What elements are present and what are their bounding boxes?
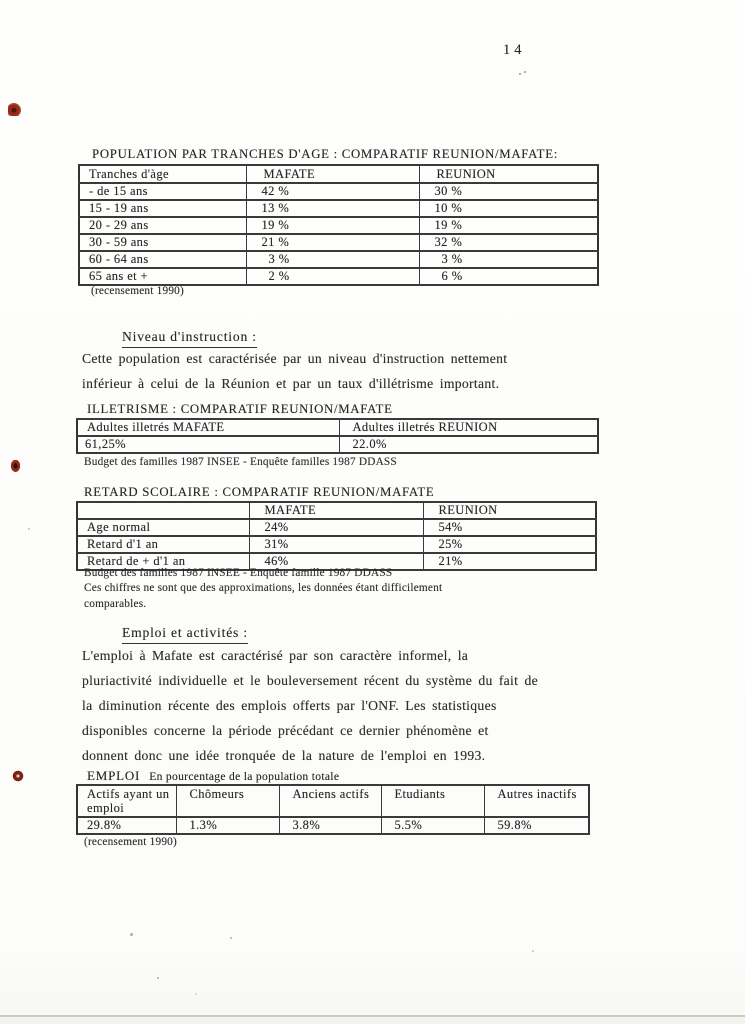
paragraph-line: donnent donc une idée tronquée de la nature de l'emploi en 1993. <box>82 748 486 763</box>
column-header: Anciens actifs <box>279 785 381 817</box>
value-cell: 54% <box>423 519 596 536</box>
value-cell: 3.8% <box>279 817 381 834</box>
row-label: 20 - 29 ans <box>79 217 246 234</box>
paragraph-instruction <box>82 351 507 401</box>
section-heading-instruction: Niveau d'instruction : <box>122 329 257 348</box>
population-table-title: POPULATION PAR TRANCHES D'AGE : COMPARATIF REUNION/MAFATE: <box>92 147 558 161</box>
population-table <box>78 164 599 286</box>
value-cell: 46% <box>249 553 423 570</box>
value-cell: 19 % <box>246 217 419 234</box>
table-row <box>79 183 598 200</box>
table-row <box>77 817 589 834</box>
value-cell: 29.8% <box>77 817 176 834</box>
table-header-row <box>77 502 596 519</box>
section-heading-emploi: Emploi et activités : <box>122 625 248 644</box>
row-label: 65 ans et + <box>79 268 246 285</box>
note-line: Ces chiffres ne sont que des approximations, les données étant difficilement <box>84 582 443 594</box>
row-label: Age normal <box>77 519 249 536</box>
paragraph-emploi <box>82 648 538 773</box>
note-line: comparables. <box>84 597 147 610</box>
scan-speck <box>230 937 232 939</box>
scan-mark <box>519 73 527 76</box>
page-bottom-margin <box>0 1017 745 1024</box>
column-header: Adultes illetrés MAFATE <box>77 419 339 436</box>
table-row <box>79 200 598 217</box>
row-label: 15 - 19 ans <box>79 200 246 217</box>
retard-table-title: RETARD SCOLAIRE : COMPARATIF REUNION/MAFATE <box>84 485 434 502</box>
table-row <box>77 536 596 553</box>
scan-speck <box>195 993 197 995</box>
page-number: 14 <box>503 42 526 58</box>
value-cell: 59.8% <box>484 817 589 834</box>
red-ink-dot <box>12 770 24 782</box>
emploi-title-sub: En pourcentage de la population totale <box>149 770 340 783</box>
paragraph-line: la diminution récente des emplois offerts par l'ONF. Les statistiques <box>82 698 497 713</box>
value-cell: 10 % <box>419 200 598 217</box>
value-cell: 21% <box>423 553 596 570</box>
value-cell: 42 % <box>246 183 419 200</box>
paragraph-line: L'emploi à Mafate est caractérisé par son caractère informel, la <box>82 648 469 663</box>
scan-speck <box>28 528 30 530</box>
table-header-row <box>79 165 598 183</box>
column-header: Actifs ayant un emploi <box>77 785 176 817</box>
column-header: Adultes illetrés REUNION <box>339 419 598 436</box>
paragraph-line: Cette population est caractérisée par un niveau d'instruction nettement <box>82 351 508 366</box>
value-cell: 1.3% <box>176 817 279 834</box>
table-row <box>77 436 598 453</box>
table-header-row <box>77 419 598 436</box>
table-header-row <box>77 785 589 817</box>
illetrisme-table <box>76 418 599 454</box>
value-cell: 24% <box>249 519 423 536</box>
value-cell: 2 % <box>246 268 419 285</box>
illetrisme-table-title: ILLETRISME : COMPARATIF REUNION/MAFATE <box>87 402 393 419</box>
table-row <box>79 251 598 268</box>
emploi-table <box>76 784 590 835</box>
column-header: Etudiants <box>381 785 484 817</box>
red-ink-dot <box>10 460 21 473</box>
value-cell: 6 % <box>419 268 598 285</box>
column-header: REUNION <box>423 502 596 519</box>
table-footnote: Budget des familles 1987 INSEE - Enquête famille 1987 DDASS <box>84 567 393 579</box>
row-label: 30 - 59 ans <box>79 234 246 251</box>
column-header: MAFATE <box>249 502 423 519</box>
scan-speck <box>532 950 534 952</box>
table-row <box>79 234 598 251</box>
row-label: Retard de + d'1 an <box>77 553 249 570</box>
paragraph-line: disponibles concerne la période précédant ce dernier phénomène et <box>82 723 489 738</box>
value-cell: 32 % <box>419 234 598 251</box>
table-row <box>77 519 596 536</box>
table-row <box>79 217 598 234</box>
value-cell: 61,25% <box>77 436 339 453</box>
table-footnote: (recensement 1990) <box>84 836 177 848</box>
column-header: MAFATE <box>246 165 419 183</box>
value-cell: 5.5% <box>381 817 484 834</box>
paragraph-line: inférieur à celui de la Réunion et par un taux d'illétrisme important. <box>82 376 500 391</box>
row-label: 60 - 64 ans <box>79 251 246 268</box>
column-header: Tranches d'àge <box>79 165 246 183</box>
table-footnote: Budget des familles 1987 INSEE - Enquête familles 1987 DDASS <box>84 456 397 468</box>
table-row <box>79 268 598 285</box>
table-note <box>84 581 442 612</box>
value-cell: 25% <box>423 536 596 553</box>
column-header: Autres inactifs <box>484 785 589 817</box>
column-header: Chômeurs <box>176 785 279 817</box>
column-header <box>77 502 249 519</box>
retard-table <box>76 501 597 571</box>
row-label: - de 15 ans <box>79 183 246 200</box>
value-cell: 3 % <box>419 251 598 268</box>
value-cell: 19 % <box>419 217 598 234</box>
paragraph-line: pluriactivité individuelle et le bouleversement récent du système du fait de <box>82 673 539 688</box>
row-label: Retard d'1 an <box>77 536 249 553</box>
column-header: REUNION <box>419 165 598 183</box>
table-footnote: (recensement 1990) <box>91 285 184 297</box>
value-cell: 31% <box>249 536 423 553</box>
value-cell: 30 % <box>419 183 598 200</box>
scan-speck <box>157 977 159 979</box>
value-cell: 13 % <box>246 200 419 217</box>
red-ink-dot <box>8 103 21 116</box>
value-cell: 3 % <box>246 251 419 268</box>
scan-speck <box>130 933 133 936</box>
value-cell: 22.0% <box>339 436 598 453</box>
emploi-title-main: EMPLOI <box>87 768 141 783</box>
value-cell: 21 % <box>246 234 419 251</box>
